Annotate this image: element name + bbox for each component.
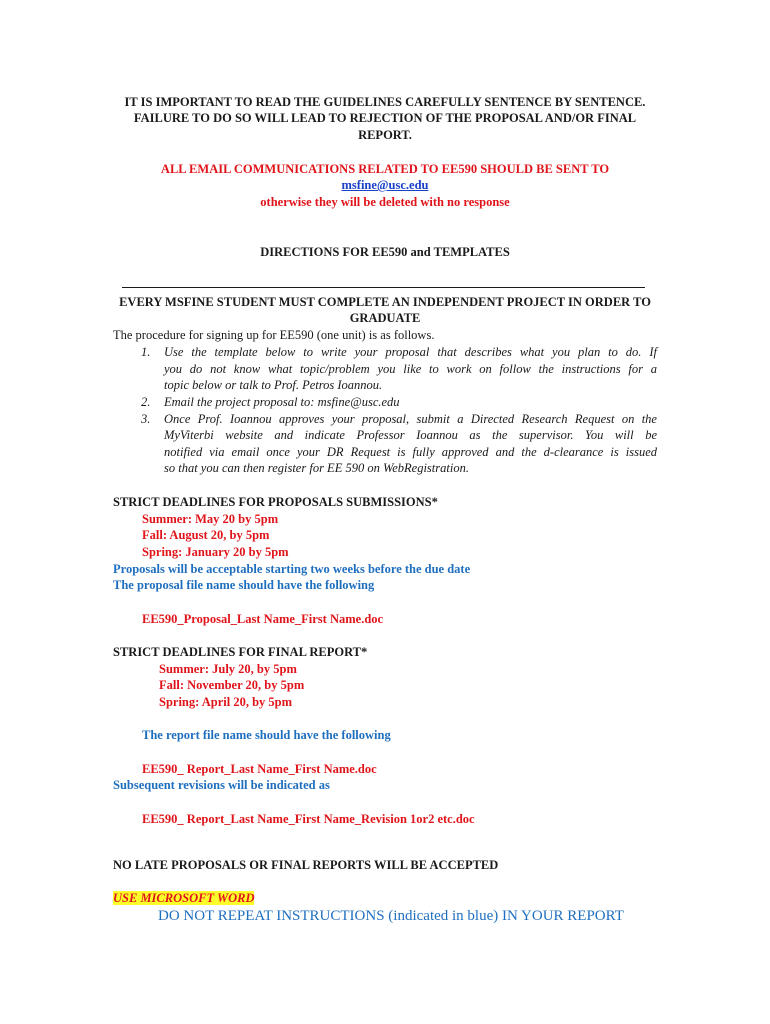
report-deadline-spring: Spring: April 20, by 5pm: [159, 695, 293, 709]
proposal-deadlines-title: STRICT DEADLINES FOR PROPOSALS SUBMISSIONS*: [113, 495, 438, 509]
every-student-line-1: EVERY MSFINE STUDENT MUST COMPLETE AN INDEPENDENT PROJECT IN ORDER TO: [119, 295, 651, 309]
proposal-note-filename: The proposal file name should have the following: [113, 578, 375, 592]
report-note-revisions: Subsequent revisions will be indicated as: [113, 778, 330, 792]
step-1-line-1: Use the template below to write your proposal that describes what you plan to do. If: [164, 345, 657, 359]
no-late-notice: NO LATE PROPOSALS OR FINAL REPORTS WILL BE ACCEPTED: [113, 858, 499, 872]
step-2-line-1: Email the project proposal to: msfine@usc.edu: [164, 395, 400, 409]
intro-line-2: FAILURE TO DO SO WILL LEAD TO REJECTION OF THE PROPOSAL AND/OR FINAL: [133, 111, 637, 125]
email-notice-line-3: otherwise they will be deleted with no response: [260, 195, 510, 209]
directions-title: DIRECTIONS FOR EE590 and TEMPLATES: [260, 245, 510, 259]
every-student-line-2: GRADUATE: [349, 311, 421, 325]
step-1-line-2: you do not know what topic/problem you like to work on follow the instructions for a: [164, 362, 657, 376]
step-3-number: 3.: [141, 412, 151, 426]
use-word-line: [113, 890, 254, 907]
step-3-line-2: MyViterbi website and indicate Professor Ioannou as the supervisor. You will be: [164, 428, 657, 442]
report-deadline-summer: Summer: July 20, by 5pm: [159, 662, 297, 676]
proposal-deadline-spring: Spring: January 20 by 5pm: [142, 545, 289, 559]
step-1-line-3: topic below or talk to Prof. Petros Ioannou.: [164, 378, 383, 392]
email-notice-line-2: [0, 177, 770, 194]
do-not-repeat-notice: DO NOT REPEAT INSTRUCTIONS (indicated in blue) IN YOUR REPORT: [158, 908, 624, 924]
report-filename: EE590_ Report_Last Name_First Name.doc: [142, 762, 377, 776]
proposal-filename: EE590_Proposal_Last Name_First Name.doc: [142, 612, 384, 626]
step-2-number: 2.: [141, 395, 151, 409]
report-deadlines-title: STRICT DEADLINES FOR FINAL REPORT*: [113, 645, 368, 659]
step-3-line-3: notified via email once your DR Request is fully approved and the d-clearance is issued: [164, 445, 657, 459]
report-revision-filename: EE590_ Report_Last Name_First Name_Revision 1or2 etc.doc: [142, 812, 475, 826]
report-deadline-fall: Fall: November 20, by 5pm: [159, 678, 305, 692]
intro-line-3: REPORT.: [358, 128, 412, 142]
step-1-number: 1.: [141, 345, 151, 359]
email-notice-line-1: ALL EMAIL COMMUNICATIONS RELATED TO EE590 SHOULD BE SENT TO: [160, 162, 610, 176]
report-note-filename: The report file name should have the following: [142, 728, 391, 742]
horizontal-rule: [122, 287, 645, 288]
step-3-line-1: Once Prof. Ioannou approves your proposal, submit a Directed Research Request on the: [164, 412, 657, 426]
proposal-note-acceptable: Proposals will be acceptable starting two weeks before the due date: [113, 562, 471, 576]
email-link[interactable]: msfine@usc.edu: [341, 178, 429, 192]
proposal-deadline-fall: Fall: August 20, by 5pm: [142, 528, 270, 542]
step-3-line-4: so that you can then register for EE 590 on WebRegistration.: [164, 461, 469, 475]
proposal-deadline-summer: Summer: May 20 by 5pm: [142, 512, 279, 526]
intro-line-1: IT IS IMPORTANT TO READ THE GUIDELINES CAREFULLY SENTENCE BY SENTENCE.: [124, 95, 646, 109]
procedure-intro: The procedure for signing up for EE590 (one unit) is as follows.: [113, 328, 435, 342]
use-word-highlight: USE MICROSOFT WORD: [113, 891, 255, 905]
